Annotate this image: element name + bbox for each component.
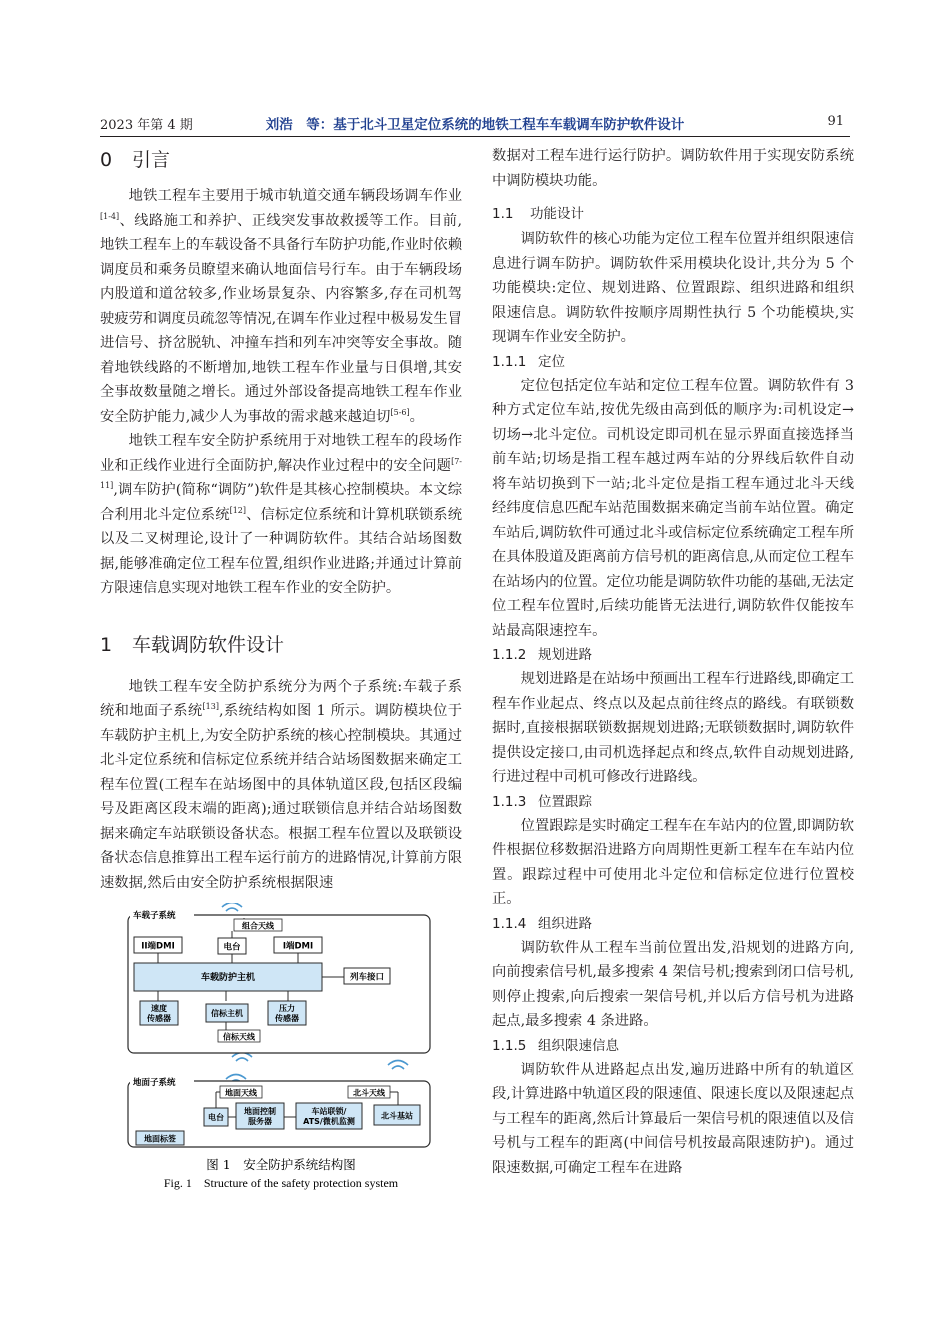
figure-caption-cn: 图 1 安全防护系统结构图 xyxy=(206,1157,356,1172)
onboard-subsystem-title: 车载子系统 xyxy=(133,911,176,921)
section1-paragraph: 地铁工程车安全防护系统分为两个子系统:车载子系统和地面子系统[13],系统结构如图 1 所示。调防模块位于车载防护主机上,为安全防护系统的核心控制模块。其通过北斗定位系统和信标定位系统并结合站场图数据来确定工程车位置(工程车在站场图中的具体轨道区段,包括区段编号及距离区段末端的距离);通过联锁信息并结合站场图数据来确定车站联锁设备状态。根据工程车位置以及联锁设备状态信息推算出工程车运行前方的进路情况,计算前方限速数据,然后由安全防护系统根据限速 xyxy=(100,678,463,891)
subsection-1-1-4-text: 调防软件从工程车当前位置出发,沿规划的进路方向,向前搜索信号机,最多搜索 4 架信号机;搜索到闭口信号机,则停止搜索,向后搜索一架信号机,并以后方信号机为进路起点,最多搜索 4 条进路。 xyxy=(492,939,854,1029)
wireless-signal-icon xyxy=(222,903,242,911)
section-title: 引言 xyxy=(132,149,171,171)
section1-paragraph-continued: 数据对工程车进行运行防护。调防软件用于实现安防系统中调防模块功能。 xyxy=(492,148,854,189)
left-column xyxy=(100,144,462,1203)
section-heading-1 xyxy=(100,629,462,661)
citation: [1-4] xyxy=(100,211,120,221)
system-structure-diagram xyxy=(100,903,462,1203)
figure-caption-en: Fig. 1 Structure of the safety protection system xyxy=(163,1176,399,1190)
beidou-antenna-label: 北斗天线 xyxy=(353,1088,385,1098)
wireless-signal-icon xyxy=(388,1061,408,1070)
subsection-1-1-1-text: 定位包括定位车站和定位工程车位置。调防软件有 3 种方式定位车站,按优先级由高到低的顺序为:司机设定→切场→北斗定位。司机设定即司机在显示界面直接选择当前车站;切场是指工程车越过两车站的分界线后软件自动将车站切换到下一站;北斗定位是指工程车通过北斗天线经纬度信息匹配车站范围数据来确定当前车站位置。确定车站后,调防软件可通过北斗或信标定位系统确定工程车所在具体股道及距离前方信号机的距离信息,从而定位工程车在站场内的位置。定位功能是调防软件功能的基础,无法定位工程车位置时,后续功能皆无法进行,调防软件仅能按车站最高限速控车。 xyxy=(492,377,854,639)
right-column xyxy=(492,144,854,1180)
subsection-1-1-text: 调防软件的核心功能为定位工程车位置并组织限速信息进行调车防护。调防软件采用模块化设计,共分为 5 个功能模块:定位、规划进路、位置跟踪、组织进路和组织限速信息。调防软件按顺序周期性执行 5 个功能模块,实现调车作业安全防护。 xyxy=(492,231,854,345)
beacon-host-label: 信标主机 xyxy=(211,1009,243,1018)
header-rule xyxy=(100,136,850,137)
dmi-2-label: II端DMI xyxy=(141,941,175,952)
wireless-signal-icon xyxy=(232,1053,252,1062)
figure-1-diagram xyxy=(100,903,462,1203)
citation: [5-6] xyxy=(390,407,410,417)
section-number: 1 xyxy=(100,633,113,656)
subsection-1-1-5-text: 调防软件从进路起点出发,遍历进路中所有的轨道区段,计算进路中轨道区段的限速值、限速长度以及限速起点与工程车的距离,然后计算最后一架信号机的限速值以及信号机与工程车的距离(中间信号机按最高限速防护)。通过限速数据,可确定工程车在进路 xyxy=(492,1061,854,1176)
subsection-heading-1-1-5: 1.1.5 组织限速信息 xyxy=(492,1037,619,1054)
citation: [12] xyxy=(229,505,247,515)
subsection-heading-1-1: 1.1 功能设计 xyxy=(492,206,584,222)
section-number: 0 xyxy=(100,149,113,171)
subsection-heading-1-1-3: 1.1.3 位置跟踪 xyxy=(492,793,592,810)
subsection-1-1-2-text: 规划进路是在站场中预画出工程车行进路线,即确定工程车作业起点、终点以及起点前往终点的路线。有联锁数据时,直接根据联锁数据规划进路;无联锁数据时,调防软件提供设定接口,由司机选择起点和终点,软件自动规划进路,行进过程中司机可修改行进路线。 xyxy=(492,671,854,785)
ground-radio-label: 电台 xyxy=(208,1113,224,1122)
section-title: 车载调防软件设计 xyxy=(132,633,285,656)
radio-label: 电台 xyxy=(223,942,241,953)
citation: [7-11] xyxy=(100,456,462,491)
running-title: 刘浩 等：基于北斗卫星定位系统的地铁工程车车载调车防护软件设计 xyxy=(265,117,685,133)
beidou-base-label: 北斗基站 xyxy=(381,1111,413,1121)
journal-issue: 2023 年第 4 期 xyxy=(100,118,193,133)
beacon-antenna-label: 信标天线 xyxy=(223,1032,255,1042)
running-header xyxy=(100,110,850,132)
speed-sensor-label: 速度传感器 xyxy=(147,1004,171,1023)
ground-antenna-label: 地面天线 xyxy=(225,1088,257,1098)
citation: [13] xyxy=(202,702,219,712)
subsection-heading-1-1-4: 1.1.4 组织进路 xyxy=(492,915,592,932)
ground-tag-label: 地面标签 xyxy=(144,1134,176,1144)
station-interlock-label: 车站联锁/ ATS/微机监测 xyxy=(303,1107,355,1126)
ground-server-label: 地面控制服务器 xyxy=(244,1107,276,1126)
pressure-sensor-label: 压力传感器 xyxy=(275,1004,299,1023)
subsection-heading-1-1-1: 1.1.1 定位 xyxy=(492,353,565,370)
dmi-1-label: I端DMI xyxy=(282,941,314,952)
ground-subsystem-title: 地面子系统 xyxy=(133,1078,176,1088)
intro-paragraph-1: 地铁工程车主要用于城市轨道交通车辆段场调车作业[1-4]、线路施工和养护、正线突发事故救援等工作。目前,地铁工程车上的车载设备不具备行车防护功能,作业时依赖调度员和乘务员瞭望来确认地面信号行车。由于车辆段场内股道和道岔较多,作业场景复杂、内容繁多,存在司机驾驶疲劳和调度员疏忽等情况,在调车作业过程中极易发生冒进信号、挤岔脱轨、冲撞车挡和列车冲突等安全事故。随着地铁线路的不断增加,地铁工程车作业量与日俱增,其安全事故数量随之增长。通过外部设备提高地铁工程车作业安全防护能力,减少人为事故的需求越来越迫切[5-6]。 xyxy=(100,188,462,425)
page-number: 91 xyxy=(827,114,844,129)
train-interface-label: 列车接口 xyxy=(349,972,385,983)
section-heading-0 xyxy=(100,144,462,176)
subsection-heading-1-1-2: 1.1.2 规划进路 xyxy=(492,647,592,663)
onboard-host-label: 车载防护主机 xyxy=(200,973,256,983)
subsection-1-1-3-text: 位置跟踪是实时确定工程车在车站内的位置,即调防软件根据位移数据沿进路方向周期性更新工程车在车站内位置。跟踪过程中可使用北斗定位和信标定位进行位置校正。 xyxy=(492,817,854,907)
intro-paragraph-2: 地铁工程车安全防护系统用于对地铁工程车的段场作业和正线作业进行全面防护,解决作业过程中的安全问题[7-11],调车防护(简称“调防”)软件是其核心控制模块。本文综合利用北斗定位系统[12]、信标定位系统和计算机联锁系统以及二叉树理论,设计了一种调防软件。其结合站场图数据,能够准确定位工程车位置,组织作业进路;并通过计算前方限速信息实现对地铁工程车作业的安全防护。 xyxy=(100,433,463,596)
combo-antenna-label: 组合天线 xyxy=(242,921,274,931)
